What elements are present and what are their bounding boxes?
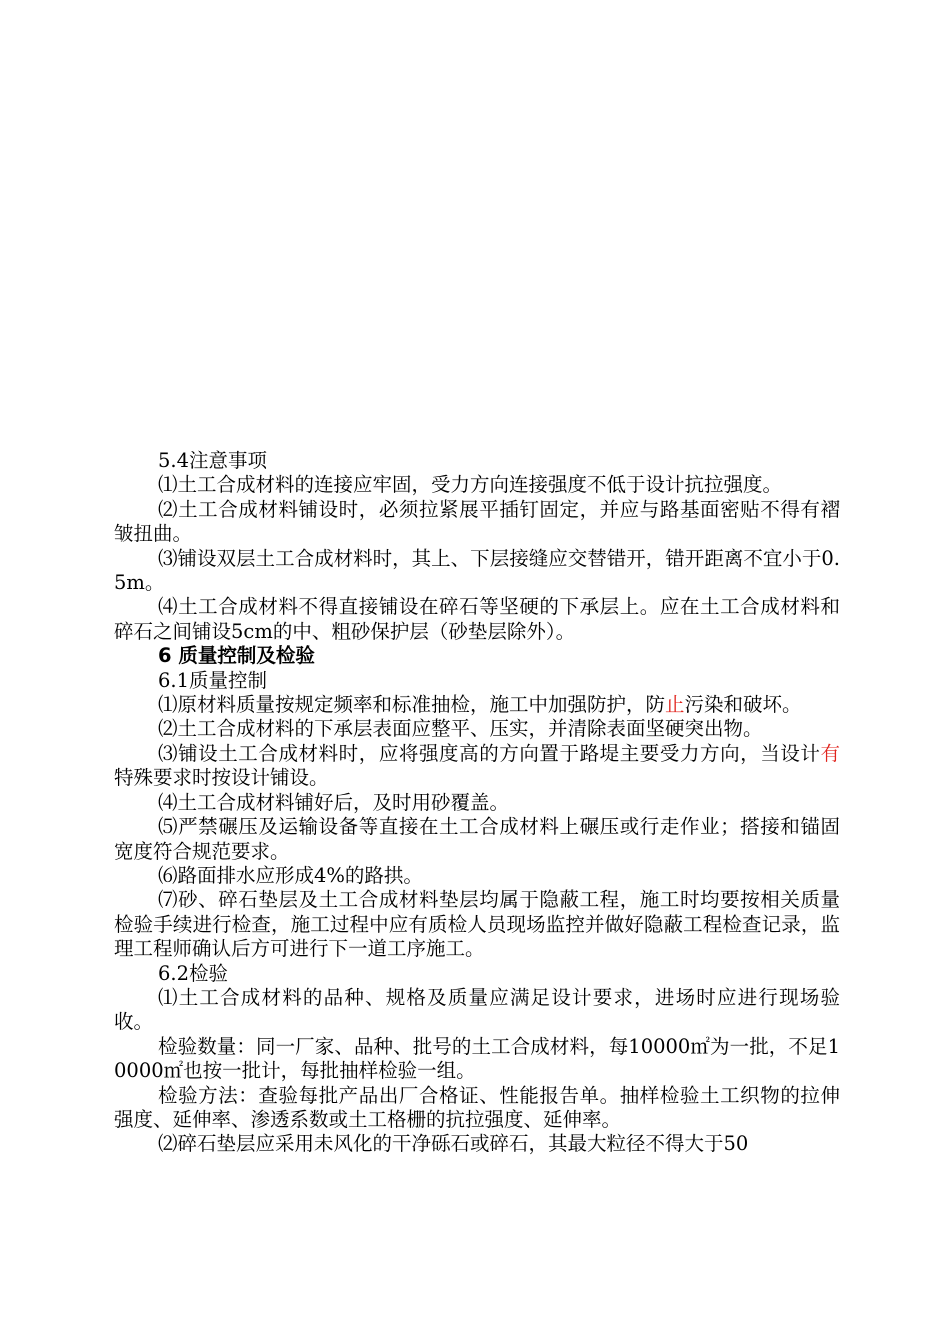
text-run: 污染和破坏。 bbox=[684, 693, 802, 717]
paragraph: ⑷土工合成材料不得直接铺设在碎石等坚硬的下承层上。应在土工合成材料和碎石之间铺设5cm的中、粗砂保护层（砂垫层除外）。 bbox=[114, 595, 840, 643]
paragraph: ⑺砂、碎石垫层及土工合成材料垫层均属于隐蔽工程，施工时均要按相关质量检验手续进行检查，施工过程中应有质检人员现场监控并做好隐蔽工程检查记录，监理工程师确认后方可进行下一道工序施工。 bbox=[114, 888, 840, 961]
text-run: ⑶铺设土工合成材料时，应将强度高的方向置于路堤主要受力方向，当设计 bbox=[158, 741, 821, 765]
paragraph bbox=[114, 693, 840, 717]
paragraph: ⑹路面排水应形成4%的路拱。 bbox=[158, 863, 423, 887]
paragraph: ⑵碎石垫层应采用未风化的干净砾石或碎石，其最大粒径不得大于50 bbox=[158, 1132, 749, 1156]
paragraph: ⑷土工合成材料铺好后，及时用砂覆盖。 bbox=[158, 790, 510, 814]
highlighted-char: 有 bbox=[820, 741, 840, 765]
paragraph bbox=[114, 742, 840, 791]
paragraph: ⑵土工合成材料的下承层表面应整平、压实，并清除表面坚硬突出物。 bbox=[158, 717, 763, 741]
section-6-heading: 6 质量控制及检验 bbox=[158, 644, 315, 668]
paragraph: ⑸严禁碾压及运输设备等直接在土工合成材料上碾压或行走作业；搭接和锚固宽度符合规范要求。 bbox=[114, 815, 840, 863]
document-body bbox=[114, 449, 840, 1157]
paragraph: ⑶铺设双层土工合成材料时，其上、下层接缝应交替错开，错开距离不宜小于0.5m。 bbox=[114, 546, 840, 595]
section-6-1-title: 6.1质量控制 bbox=[158, 668, 268, 692]
section-5-4-title: 5.4注意事项 bbox=[158, 449, 268, 472]
text-run: ⑴原材料质量按规定频率和标准抽检，施工中加强防护，防 bbox=[158, 693, 666, 717]
paragraph: 检验数量：同一厂家、品种、批号的土工合成材料，每10000㎡为一批，不足10000㎡也按一批计，每批抽样检验一组。 bbox=[114, 1034, 840, 1083]
paragraph: ⑴土工合成材料的连接应牢固，受力方向连接强度不低于设计抗拉强度。 bbox=[158, 473, 783, 497]
section-6-2-title: 6.2检验 bbox=[158, 961, 229, 985]
text-run: 特殊要求时按设计铺设。 bbox=[114, 766, 329, 790]
paragraph: 检验方法：查验每批产品出厂合格证、性能报告单。抽样检验土工织物的拉伸强度、延伸率、渗透系数或土工格栅的抗拉强度、延伸率。 bbox=[114, 1083, 840, 1131]
paragraph: ⑴土工合成材料的品种、规格及质量应满足设计要求，进场时应进行现场验收。 bbox=[114, 985, 840, 1034]
paragraph: ⑵土工合成材料铺设时，必须拉紧展平插钉固定，并应与路基面密贴不得有褶皱扭曲。 bbox=[114, 497, 840, 546]
highlighted-char: 止 bbox=[665, 693, 685, 717]
